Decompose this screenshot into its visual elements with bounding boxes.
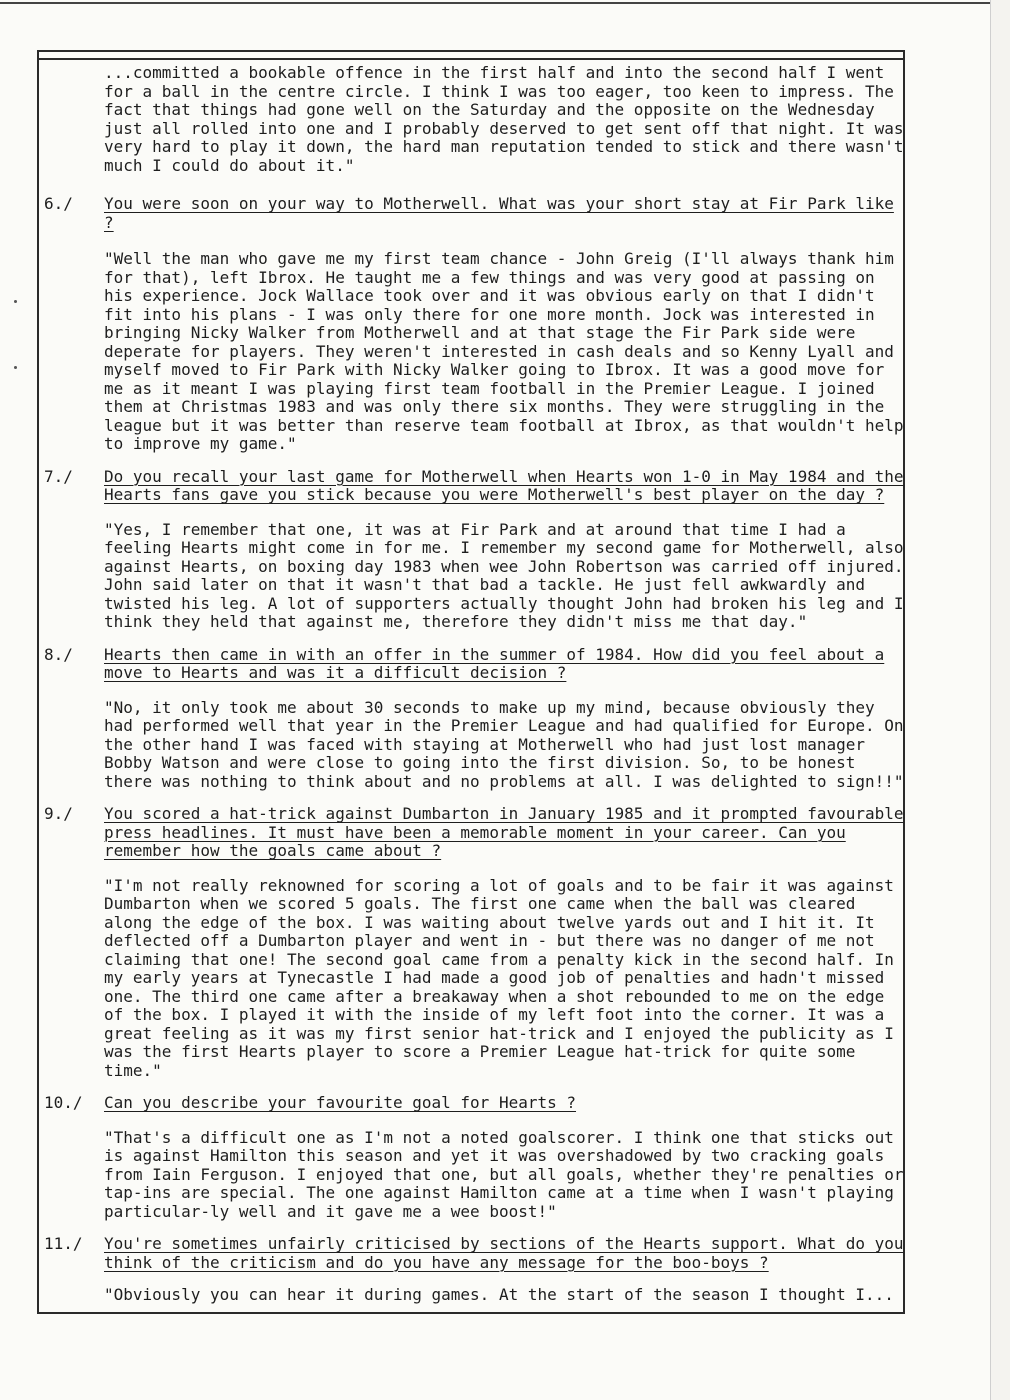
question-text: You were soon on your way to Motherwell. What was your short stay at Fir Park like ? bbox=[104, 194, 894, 232]
answer-paragraph: "No, it only took me about 30 seconds to make up my mind, because obviously they had performed well that year in the Premier League and had qualified for Europe. On the other hand I was faced with staying at Motherwell who had just lost manager Bobby Watson and were close to going into the first division. So, to be honest there was nothing to think about and no problems at all. I was delighted to sign!!" bbox=[104, 697, 904, 791]
question-number: 10./ bbox=[44, 1093, 83, 1112]
margin-mark bbox=[14, 366, 17, 369]
question-block-6 bbox=[40, 195, 906, 454]
question-block-11 bbox=[40, 1235, 906, 1305]
question-text: Hearts then came in with an offer in the summer of 1984. How did you feel about a move to Hearts and was it a difficult decision ? bbox=[104, 644, 885, 682]
question-text: Do you recall your last game for Motherwell when Hearts won 1-0 in May 1984 and the Hearts fans gave you stick because you were Motherwell's best player on the day ? bbox=[104, 466, 904, 504]
intro-paragraph: ...committed a bookable offence in the first half and into the second half I went for a ball in the centre circle. I think I was too eager, too keen to impress. The fact that things had gone well on the Saturday and the opposite on the Wednesday just all rolled into one and I probably deserved to get sent off that night. It was very hard to play it down, the hard man reputation tended to stick and there wasn't much I could do about it." bbox=[104, 63, 904, 175]
question-number: 8./ bbox=[44, 644, 73, 664]
question-text: Can you describe your favourite goal for Hearts ? bbox=[104, 1093, 577, 1112]
question-block-8 bbox=[40, 646, 906, 792]
question-number: 11./ bbox=[44, 1234, 83, 1253]
question-block-10 bbox=[40, 1094, 906, 1221]
answer-paragraph: "I'm not really reknowned for scoring a lot of goals and to be fair it was against Dumbarton when we scored 5 goals. The first one came when the ball was cleared along the edge of the box. I was waiting about twelve yards out and I hit it. It deflected off a Dumbarton player and went in - but there was no danger of me not claiming that one! The second goal came from a penalty kick in the second half. In my early years at Tynecastle I had made a good job of penalties and hadn't missed one. The third one came after a breakaway when a shot rebounded to me on the edge of the box. I played it with the inside of my left foot into the corner. It was a great feeling as it was my first senior hat-trick and I enjoyed the publicity as I was the first Hearts player to score a Premier League hat-trick for quite some time." bbox=[104, 875, 894, 1080]
answer-paragraph: "Obviously you can hear it during games. At the start of the season I thought I... bbox=[104, 1285, 894, 1304]
margin-mark bbox=[14, 300, 17, 303]
answer-paragraph: "Yes, I remember that one, it was at Fir Park and at around that time I had a feeling Hearts might come in for me. I remember my second game for Motherwell, also against Hearts, on boxing day 1983 when wee John Robertson was carried off injured. John said later on that it wasn't that bad a tackle. He just fell awkwardly and twisted his leg. A lot of supporters actually thought John had broken his leg and I think they held that against me, therefore they didn't miss me that day." bbox=[104, 519, 904, 631]
question-number: 7./ bbox=[44, 466, 73, 486]
question-number: 9./ bbox=[44, 804, 73, 823]
top-rule bbox=[0, 2, 990, 4]
answer-paragraph: "Well the man who gave me my first team chance - John Greig (I'll always thank him for that), left Ibrox. He taught me a few things and was very good at passing on his experience. Jock Wallace took over and it was obvious early on that I didn't fit into his plans - I was only there for one more month. Jock was interested in bringing Nicky Walker from Motherwell and at that stage the Fir Park side were deperate for players. They weren't interested in cash deals and so Kenny Lyall and myself moved to Fir Park with Nicky Walker going to Ibrox. It was a good move for me as it meant I was playing first team football in the Premier League. I joined them at Christmas 1983 and was only there six months. They were struggling in the league but it was better than reserve team football at Ibrox, as that wouldn't help to improve my game." bbox=[104, 249, 904, 453]
question-block-9 bbox=[40, 805, 906, 1080]
interview-body bbox=[40, 64, 906, 1305]
frame-top-rule bbox=[37, 58, 905, 60]
question-text: You scored a hat-trick against Dumbarton in January 1985 and it prompted favourable press headlines. It must have been a memorable moment in your career. Can you remember how the goals came about ? bbox=[104, 804, 904, 860]
answer-paragraph: "That's a difficult one as I'm not a noted goalscorer. I think one that sticks out is against Hamilton this season and yet it was overshadowed by two cracking goals from Iain Ferguson. I enjoyed that one, but all goals, whether they're penalties or tap-ins are special. The one against Hamilton came at a time when I wasn't playing particular-ly well and it gave me a wee boost!" bbox=[104, 1127, 904, 1221]
question-number: 6./ bbox=[44, 194, 73, 213]
question-text: You're sometimes unfairly criticised by sections of the Hearts support. What do you think of the criticism and do you have any message for the boo-boys ? bbox=[104, 1234, 904, 1272]
question-block-7 bbox=[40, 468, 906, 632]
